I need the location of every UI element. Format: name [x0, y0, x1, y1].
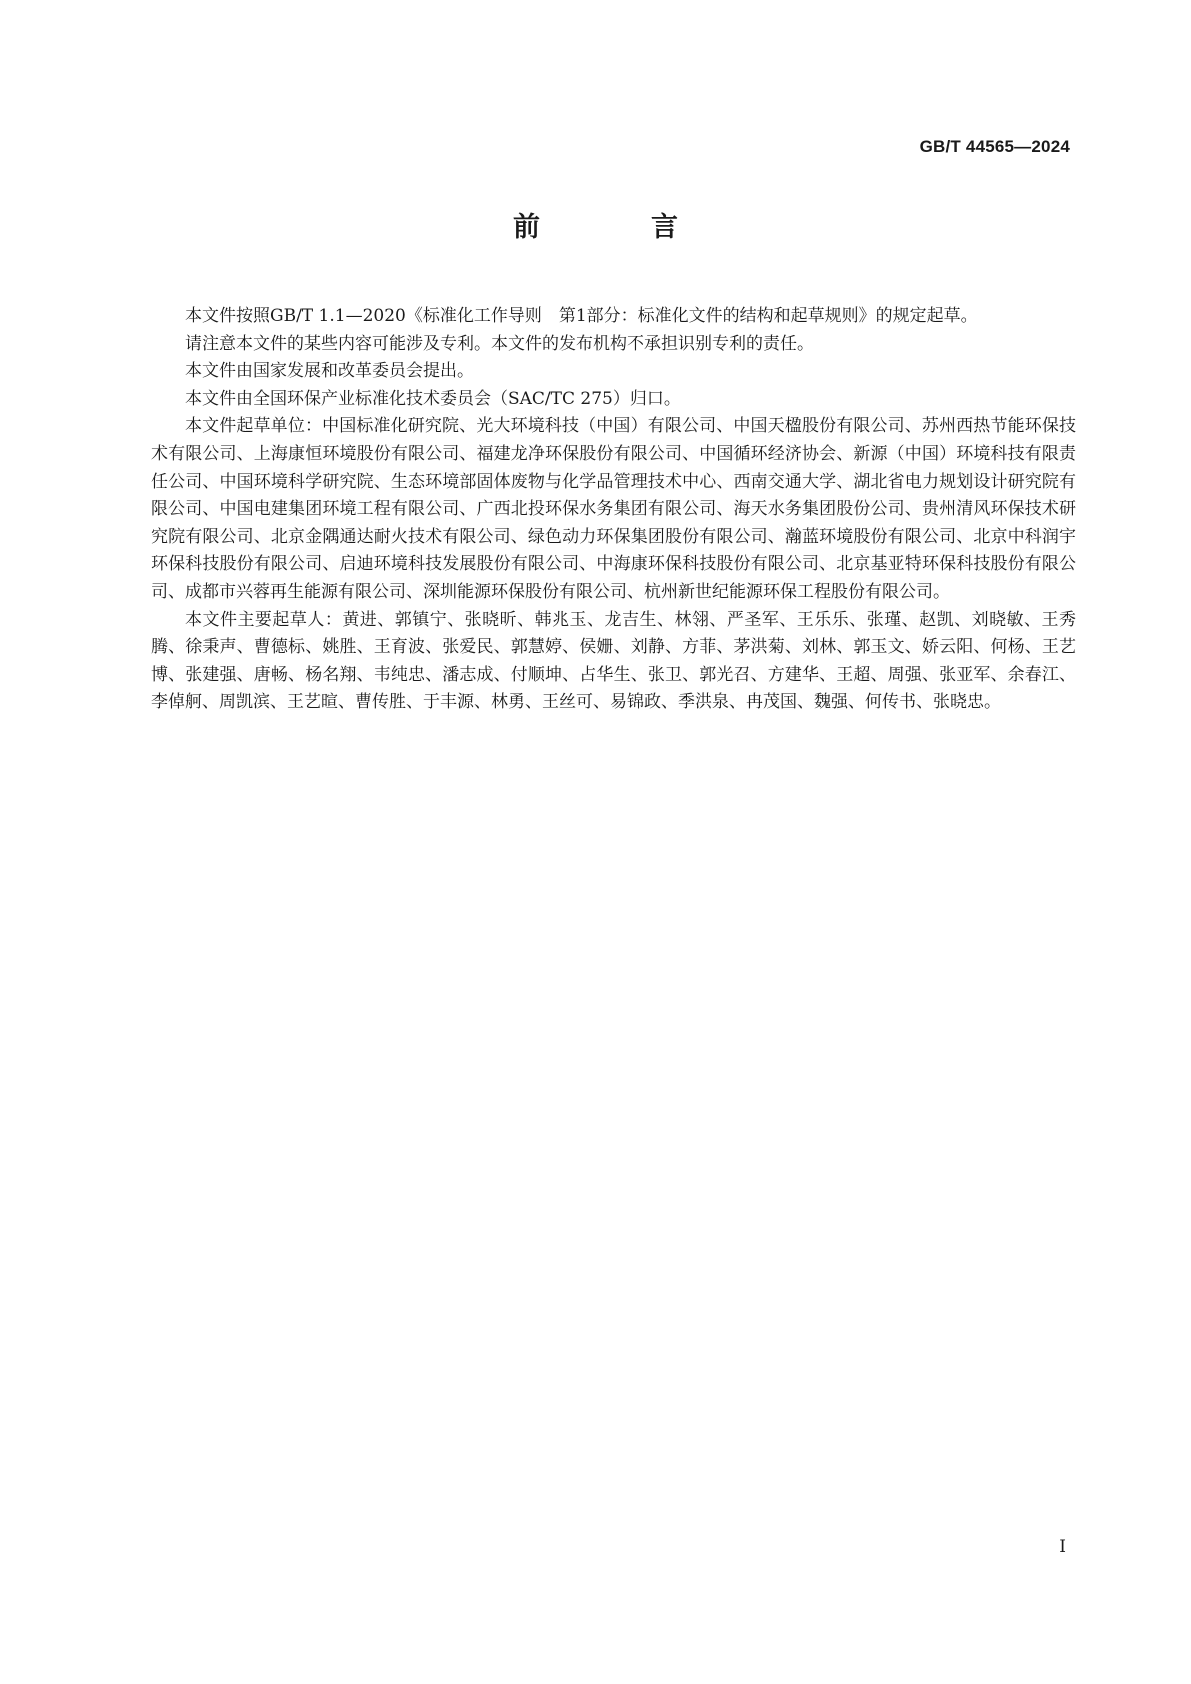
paragraph-drafters: 本文件主要起草人：黄进、郭镇宁、张晓昕、韩兆玉、龙吉生、林翎、严圣军、王乐乐、张瑾、赵凯、刘晓敏、王秀腾、徐秉声、曹德标、姚胜、王育波、张爱民、郭慧婷、侯姗、刘静、方菲、茅洪菊、刘林、郭玉文、娇云阳、何杨、王艺博、张建强、唐畅、杨名翔、韦纯忠、潘志成、付顺坤、占华生、张卫、郭光召、方建华、王超、周强、张亚军、余春江、李倬舸、周凯滨、王艺暄、曹传胜、于丰源、林勇、王丝可、易锦政、季洪泉、冉茂国、魏强、何传书、张晓忠。: [151, 609, 1076, 713]
standard-code: GB/T 44565—2024: [919, 137, 1070, 156]
paragraph-patent-notice: 请注意本文件的某些内容可能涉及专利。本文件的发布机构不承担识别专利的责任。: [185, 333, 814, 354]
page-title: 前 言: [513, 212, 720, 243]
paragraph-committee: 本文件由全国环保产业标准化技术委员会（SAC/TC 275）归口。: [185, 388, 681, 409]
page-number: I: [1059, 1537, 1066, 1557]
paragraph-proposer: 本文件由国家发展和改革委员会提出。: [185, 361, 474, 382]
paragraph-drafting-rules: 本文件按照GB/T 1.1—2020《标准化工作导则 第1部分：标准化文件的结构和起草规则》的规定起草。: [185, 306, 978, 326]
foreword-body: [151, 303, 1076, 717]
paragraph-drafting-units: 本文件起草单位：中国标准化研究院、光大环境科技（中国）有限公司、中国天楹股份有限公司、苏州西热节能环保技术有限公司、上海康恒环境股份有限公司、福建龙净环保股份有限公司、中国循环经济协会、新源（中国）环境科技有限责任公司、中国环境科学研究院、生态环境部固体废物与化学品管理技术中心、西南交通大学、湖北省电力规划设计研究院有限公司、中国电建集团环境工程有限公司、广西北投环保水务集团有限公司、海天水务集团股份公司、贵州清风环保技术研究院有限公司、北京金隅通达耐火技术有限公司、绿色动力环保集团股份有限公司、瀚蓝环境股份有限公司、北京中科润宇环保科技股份有限公司、启迪环境科技发展股份有限公司、中海康环保科技股份有限公司、北京基亚特环保科技股份有限公司、成都市兴蓉再生能源有限公司、深圳能源环保股份有限公司、杭州新世纪能源环保工程股份有限公司。: [151, 416, 1076, 602]
